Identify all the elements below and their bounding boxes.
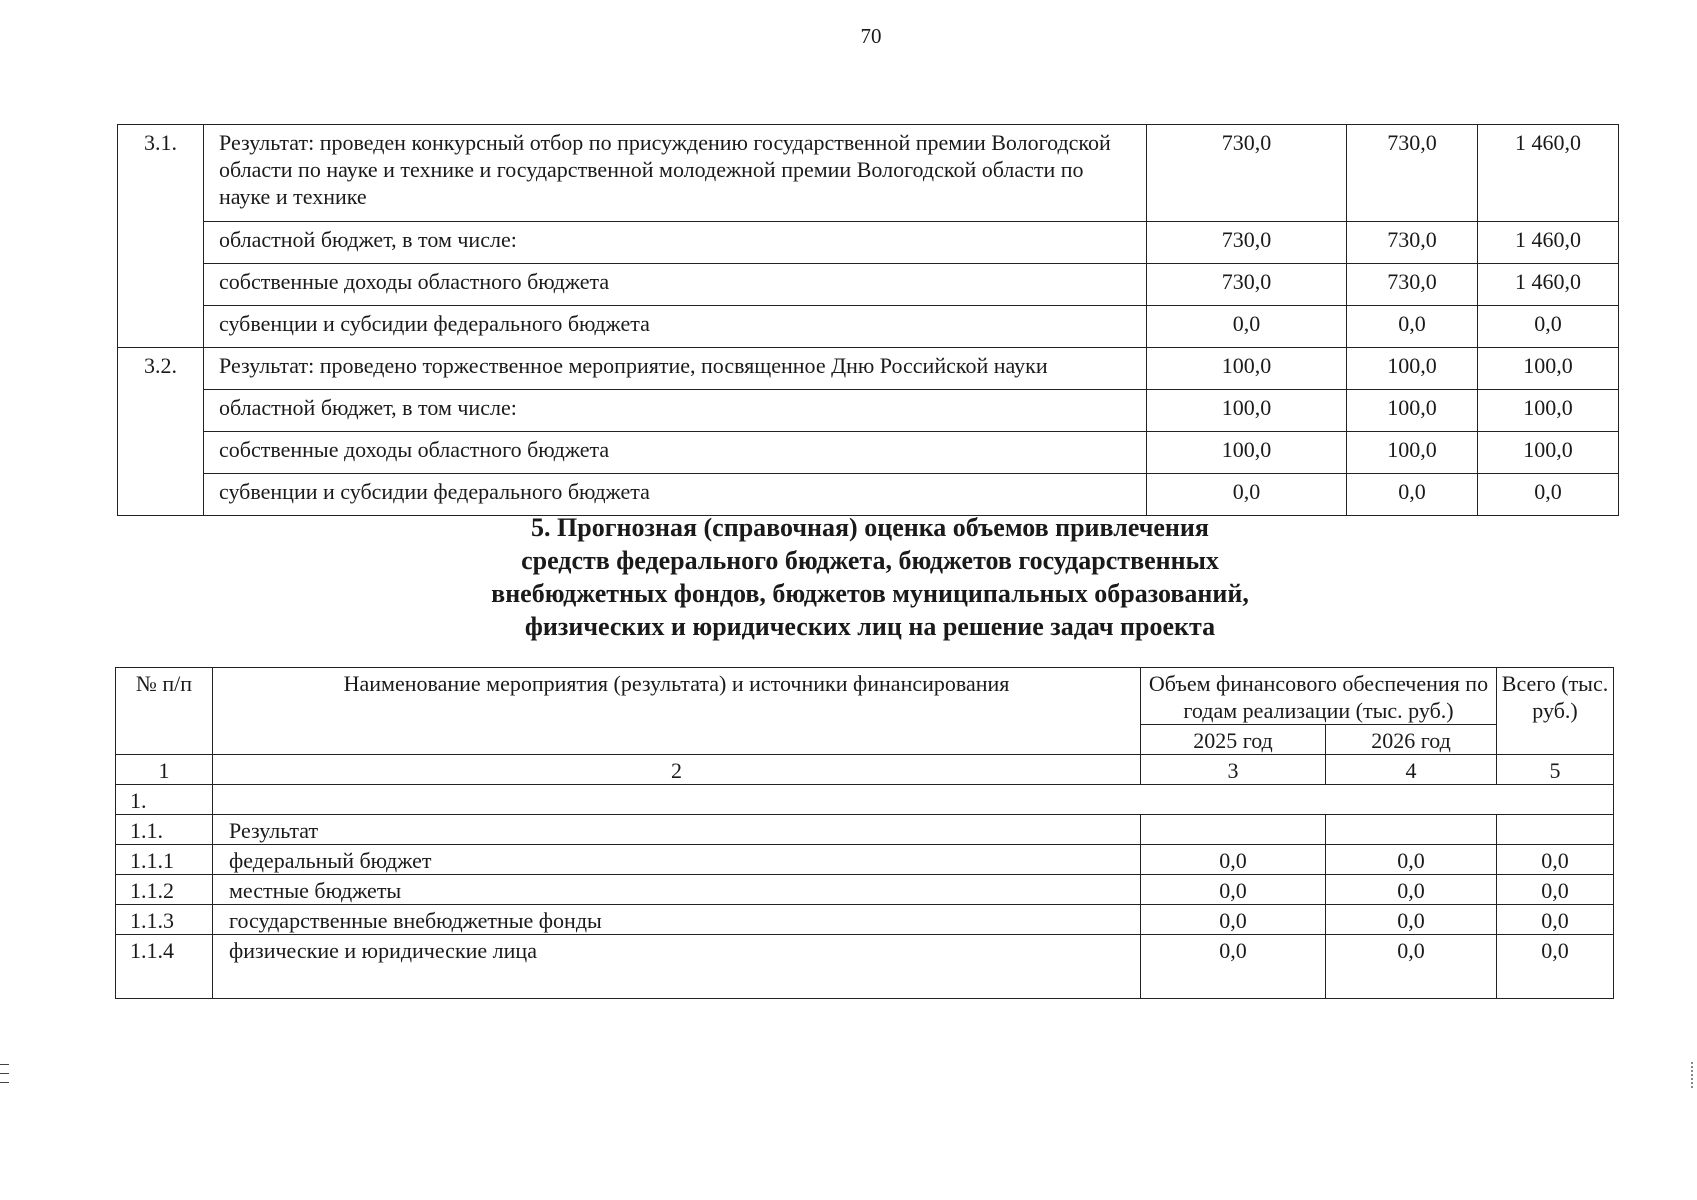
- value-2025: 0,0: [1147, 474, 1347, 516]
- table-row: [118, 432, 1619, 474]
- row-number: 3.2.: [118, 348, 204, 516]
- table-row: [118, 390, 1619, 432]
- value-total: 0,0: [1478, 306, 1619, 348]
- row-number: 1.1.1: [116, 845, 213, 875]
- value-2025: 100,0: [1147, 432, 1347, 474]
- value-2026: 0,0: [1326, 875, 1497, 905]
- value-2026: 0,0: [1347, 306, 1478, 348]
- table-row: [116, 905, 1614, 935]
- row-label: местные бюджеты: [213, 875, 1141, 905]
- heading-line: физических и юридических лиц на решение задач проекта: [524, 612, 1216, 641]
- row-number: 1.1.2: [116, 875, 213, 905]
- value-2025: 730,0: [1147, 222, 1347, 264]
- source-label: областной бюджет, в том числе:: [204, 390, 1147, 432]
- header-number: № п/п: [116, 668, 213, 755]
- header-year-2025: 2025 год: [1141, 725, 1326, 755]
- value-2026: 0,0: [1326, 905, 1497, 935]
- value-2026: 100,0: [1347, 432, 1478, 474]
- table-row: [118, 125, 1619, 222]
- row-number: 1.: [116, 785, 213, 815]
- value-2025: 730,0: [1147, 264, 1347, 306]
- value-2026: 100,0: [1347, 348, 1478, 390]
- value-2025: 0,0: [1141, 935, 1326, 999]
- financing-table-continued: [117, 124, 1619, 516]
- row-number: 1.1.3: [116, 905, 213, 935]
- value-2026: 0,0: [1326, 845, 1497, 875]
- value-2026: 100,0: [1347, 390, 1478, 432]
- row-label: государственные внебюджетные фонды: [213, 905, 1141, 935]
- value-2025: 0,0: [1141, 875, 1326, 905]
- result-label: Результат: проведен конкурсный отбор по присуждению государственной премии Вологодской области по науке и технике и государственной молодежной премии Вологодской области по науке и технике: [204, 125, 1147, 222]
- value-total: 100,0: [1478, 432, 1619, 474]
- table-row: [116, 875, 1614, 905]
- row-label: федеральный бюджет: [213, 845, 1141, 875]
- value-total: 0,0: [1497, 905, 1614, 935]
- column-number: 4: [1326, 755, 1497, 785]
- value-2026: 0,0: [1326, 935, 1497, 999]
- header-row: [116, 668, 1614, 725]
- value-total: 100,0: [1478, 390, 1619, 432]
- value-2026: 0,0: [1347, 474, 1478, 516]
- table-row: [118, 306, 1619, 348]
- row-label: [213, 785, 1614, 815]
- header-total: Всего (тыс. руб.): [1497, 668, 1614, 755]
- table-row: [118, 222, 1619, 264]
- source-label: собственные доходы областного бюджета: [204, 264, 1147, 306]
- value-2025: 100,0: [1147, 390, 1347, 432]
- binding-marks-right: [1691, 1062, 1697, 1088]
- row-number: 1.1.4: [116, 935, 213, 999]
- row-number: 3.1.: [118, 125, 204, 348]
- column-number: 2: [213, 755, 1141, 785]
- row-label: физические и юридические лица: [213, 935, 1141, 999]
- binding-marks-left: [0, 1064, 10, 1091]
- attracted-funds-table: [115, 667, 1614, 999]
- table-row: [116, 815, 1614, 845]
- result-label: Результат: проведено торжественное мероприятие, посвященное Дню Российской науки: [204, 348, 1147, 390]
- value-total: 0,0: [1497, 875, 1614, 905]
- row-label: Результат: [213, 815, 1141, 845]
- value-2026: [1326, 815, 1497, 845]
- value-2026: 730,0: [1347, 264, 1478, 306]
- value-2025: [1141, 815, 1326, 845]
- source-label: субвенции и субсидии федерального бюджета: [204, 306, 1147, 348]
- value-total: 1 460,0: [1478, 222, 1619, 264]
- header-year-2026: 2026 год: [1326, 725, 1497, 755]
- value-2025: 0,0: [1141, 845, 1326, 875]
- section-heading: [330, 511, 1410, 643]
- table-row: [116, 935, 1614, 999]
- table-row: [118, 474, 1619, 516]
- column-numbers-row: [116, 755, 1614, 785]
- value-total: [1497, 815, 1614, 845]
- value-total: 0,0: [1497, 845, 1614, 875]
- column-number: 1: [116, 755, 213, 785]
- source-label: субвенции и субсидии федерального бюджета: [204, 474, 1147, 516]
- value-2025: 0,0: [1141, 905, 1326, 935]
- value-2026: 730,0: [1347, 125, 1478, 222]
- value-2025: 730,0: [1147, 125, 1347, 222]
- value-total: 1 460,0: [1478, 264, 1619, 306]
- value-total: 0,0: [1478, 474, 1619, 516]
- value-2025: 0,0: [1147, 306, 1347, 348]
- source-label: собственные доходы областного бюджета: [204, 432, 1147, 474]
- table-row: [116, 785, 1614, 815]
- value-2025: 100,0: [1147, 348, 1347, 390]
- heading-line: 5. Прогнозная (справочная) оценка объемов привлечения: [531, 513, 1209, 542]
- page-number: 70: [860, 24, 882, 48]
- source-label: областной бюджет, в том числе:: [204, 222, 1147, 264]
- header-name: Наименование мероприятия (результата) и источники финансирования: [213, 668, 1141, 755]
- column-number: 5: [1497, 755, 1614, 785]
- column-number: 3: [1141, 755, 1326, 785]
- value-total: 1 460,0: [1478, 125, 1619, 222]
- heading-line: внебюджетных фондов, бюджетов муниципальных образований,: [491, 579, 1249, 608]
- table-row: [116, 845, 1614, 875]
- value-total: 100,0: [1478, 348, 1619, 390]
- table-row: [118, 348, 1619, 390]
- value-2026: 730,0: [1347, 222, 1478, 264]
- heading-line: средств федерального бюджета, бюджетов государственных: [521, 546, 1219, 575]
- value-total: 0,0: [1497, 935, 1614, 999]
- table-row: [118, 264, 1619, 306]
- row-number: 1.1.: [116, 815, 213, 845]
- header-volume: Объем финансового обеспечения по годам реализации (тыс. руб.): [1141, 668, 1497, 725]
